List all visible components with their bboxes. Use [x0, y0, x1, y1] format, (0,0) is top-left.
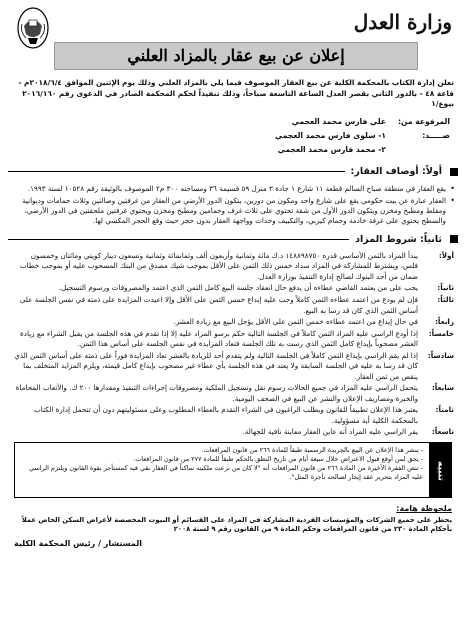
- condition-number: خامساً:: [428, 329, 454, 339]
- condition-number: أولاً:: [438, 251, 454, 261]
- plaintiff-row: [12, 116, 450, 130]
- condition-item: [12, 405, 454, 427]
- notice-body: [15, 443, 429, 497]
- condition-text: فإن لم يودع من اعتمد عطاءه الثمن كاملاً وجب عليه إيداع خمس الثمن على الأقل وإلا اعيدت المزايدة على ذمته في نفس الجلسة على أساس الثمن الذي كان قد رسا به البيع.: [19, 295, 418, 315]
- condition-item: [12, 317, 454, 329]
- intro-paragraph: تعلن إدارة الكتاب بالمحكمة الكلية عن بيع العقار الموصوف فيما يلي بالمزاد العلني وذلك يوم الإثنين الموافق ٢٠١٨/٦/٤م - قاعة ٤٨ - بالدور الثاني بقصر العدل الساعة التاسعة صباحاً، وذلك تنفيذاً لحكم المحكمة الصادر في الدعوى رقم ٢٠١٦/١٦٠ بيوع/١: [18, 78, 454, 109]
- condition-number: سادساً:: [427, 351, 454, 361]
- notice-box: [14, 442, 452, 498]
- condition-text: في حال إيداع من اعتمد عطاءه خمس الثمن على الأقل يؤجل البيع مع زيادة العشر.: [173, 317, 418, 327]
- defendant-row-2: [12, 144, 450, 158]
- condition-item: [12, 294, 454, 316]
- header: [8, 6, 458, 40]
- section-property-title: أولاً: أوصاف العقار:: [350, 165, 442, 177]
- condition-text: يقر الراسي عليه المزاد أنه عاين العقار معاينة نافية للجهالة.: [242, 427, 418, 437]
- condition-text: يبدأ المزاد بالثمن الأساسي قدره ١٤٨٨٩٨٧٥٠ د.ك مائة وثمانية وأربعون ألف وثمانمائة وثمانية وتسعون دينار كويتي وماثتان وخمسون فلس، ويشترط للمشاركة في المزاد سداد خمس ذلك الثمن على الأقل بموجب شيك مصدق من البنك المسحوب عليه أو بموجب خطاب ضمان من أحد البنوك لصالح إدارة التنفيذ بوزارة العدل.: [19, 251, 418, 281]
- notice-line: - ينشر هذا الإعلان عن البيع بالجريدة الرسمية طبقاً للمادة ٢٦٦ من قانون المرافعات.: [201, 446, 423, 455]
- condition-item: [12, 328, 454, 350]
- announcement-title-text: إعلان عن بيع عقار بالمزاد العلني: [127, 45, 345, 65]
- condition-number: ثانياً:: [437, 283, 454, 293]
- condition-text: إذا لم يقم الراسي بإيداع الثمن كاملاً في الجلسة التالية ولم يتقدم أحد للزيادة بالعشر تعاد المزايدة فوراً على ذمته على أساس الثمن الذي كان قد رسا به عليه في الجلسة السابقة ولا يعتد في هذه الجلسة بأي عطاء غير مصحوب بإيداع كامل قيمته، ويلزم المزايد المتخلف بما ينقص من ثمن العقار.: [14, 351, 418, 381]
- section-marker-icon: [450, 168, 458, 176]
- condition-text: يعتبر هذا الإعلان تطبيقاً للقانون ويطلب الراغبون في الشراء التقدم بالعطاء المطلوب وعلى مسئوليتهم دون أن تتحمل إدارة الكتاب بالمحكمة الكلية أية مسؤولية.: [34, 405, 418, 425]
- defendant-name-1: ١- سلوى فارس محمد العجمي: [275, 131, 386, 141]
- signature: المستشار / رئيس المحكمة الكلية: [14, 539, 143, 549]
- condition-number: رابعاً:: [435, 317, 454, 327]
- defendant-name-2: ٢- محمد فارس محمد العجمي: [277, 145, 386, 155]
- condition-text: إذا أودع الراسي عليه المزاد الثمن كاملاً في الجلسة التالية حكم برسو المزاد عليه إلا إذا تقدم في هذه الجلسة من يقبل الشراء مع زيادة العشر مصحوباً بإيداع كامل الثمن الذي رست به تلك الجلسة فتعاد المزايدة في نفس الجلسة على أساس هذا الثمن.: [19, 329, 418, 349]
- defendant-label: ضـــــد:: [422, 131, 450, 141]
- condition-item: [12, 427, 454, 439]
- notice-side-label: تنبيه: [429, 443, 451, 497]
- condition-number: ثامناً:: [435, 405, 454, 415]
- notice-line: - تنص الفقرة الأخيرة من المادة ٢٦٦ من قانون المرافعات أنه "لا كان من نزعت ملكيته ساكناً في العقار بقي فيه كمستأجر بقوة القانون ويلتزم الراسي عليه المزاد بتحرير عقد إيجار لصالحه بأجرة المثل".: [29, 464, 423, 481]
- notice-line: - يحق لمن أوقع قبول الاعتراض خلال سبعة أيام من تاريخ النطق بالحكم طبقاً للمادة ٢٧٧ من قانون المرافعات.: [133, 455, 423, 464]
- important-note-title: ملحوظة هامة:: [396, 504, 452, 514]
- section-conditions-head: [8, 230, 458, 248]
- important-note-text: يحظر على جميع الشركات والمؤسسات الفردية المشاركة في المزاد على القسائم أو البيوت المخصصة لأغراض السكن الخاص عملاً بأحكام المادة ٢٣٠ من قانون المرافعات وحكم المادة ٩ من القانون رقم ٩ لسنة ٢٠٠٨: [21, 515, 452, 534]
- announcement-title: [54, 42, 418, 70]
- condition-text: يتحمل الراسي عليه المزاد في جميع الحالات رسوم نقل وتسجيل الملكية ومصروفات إجراءات التنفيذ ومقدارها ٢٠٠ ك. والأتعاب المحاماة والخبرة ومصاريف الإعلان والنشر عن البيع في الصحف اليومية.: [15, 383, 418, 403]
- property-item: • يقع العقار في منطقة صباح السالم قطعة ١١ شارع ١ جادة ٣ منزل ٥٩ قسيمة ٣٦ ومساحته ٣٠٠ م٢ الموصوف بالوثيقة رقم ١٠٥٢٨ لسنة ١٩٩٣.: [8, 183, 458, 195]
- section-marker-icon: [450, 235, 458, 243]
- section-property-head: [8, 163, 458, 181]
- condition-text: يجب على من يعتمد القاضي عطاءه أن يدفع حال انعقاد جلسة البيع كامل الثمن الذي اعتمد والمصروفات ورسوم التسجيل.: [58, 283, 418, 293]
- condition-number: تاسعاً:: [431, 427, 454, 437]
- divider: [8, 239, 349, 240]
- divider: [8, 171, 345, 172]
- plaintiff-label: المرفوعة من:: [397, 117, 450, 127]
- condition-item: [12, 250, 454, 282]
- condition-number: سابعاً:: [431, 383, 454, 393]
- condition-number: ثالثاً:: [437, 295, 454, 305]
- state-emblem-icon: [16, 6, 50, 50]
- condition-item: [12, 383, 454, 405]
- condition-item: [12, 350, 454, 382]
- defendant-row-1: [12, 130, 450, 144]
- parties-block: [8, 112, 458, 160]
- property-item: • العقار عبارة عن بيت حكومي يقع على شارع واحد ومكون من دورين، يتكون الدور الأرضي من العقار من غرفتين وصالتين وثلاث حمامات وديوانية ومقلط ومطبخ ومخزن ويتكون الدور الأول من شقة تحتوي على ثلاث غرف وحمامين ومطبخ ومخزن ويحتوي غرفتين ملحقتين في الدور الأرضي، والسطح يحتوي على غرفة خادمة وحمام كيربي، والتكييف وحدات وواجهة العقار بدون حجر حيث وقع الحجر المكسي لها.: [8, 195, 458, 228]
- condition-item: [12, 283, 454, 295]
- ministry-name: وزارة العدل: [353, 10, 452, 34]
- conditions-list: [8, 250, 458, 438]
- plaintiff-name: علي فارس محمد العجمي: [291, 117, 386, 127]
- section-conditions-title: ثانياً: شروط المزاد: [355, 233, 442, 245]
